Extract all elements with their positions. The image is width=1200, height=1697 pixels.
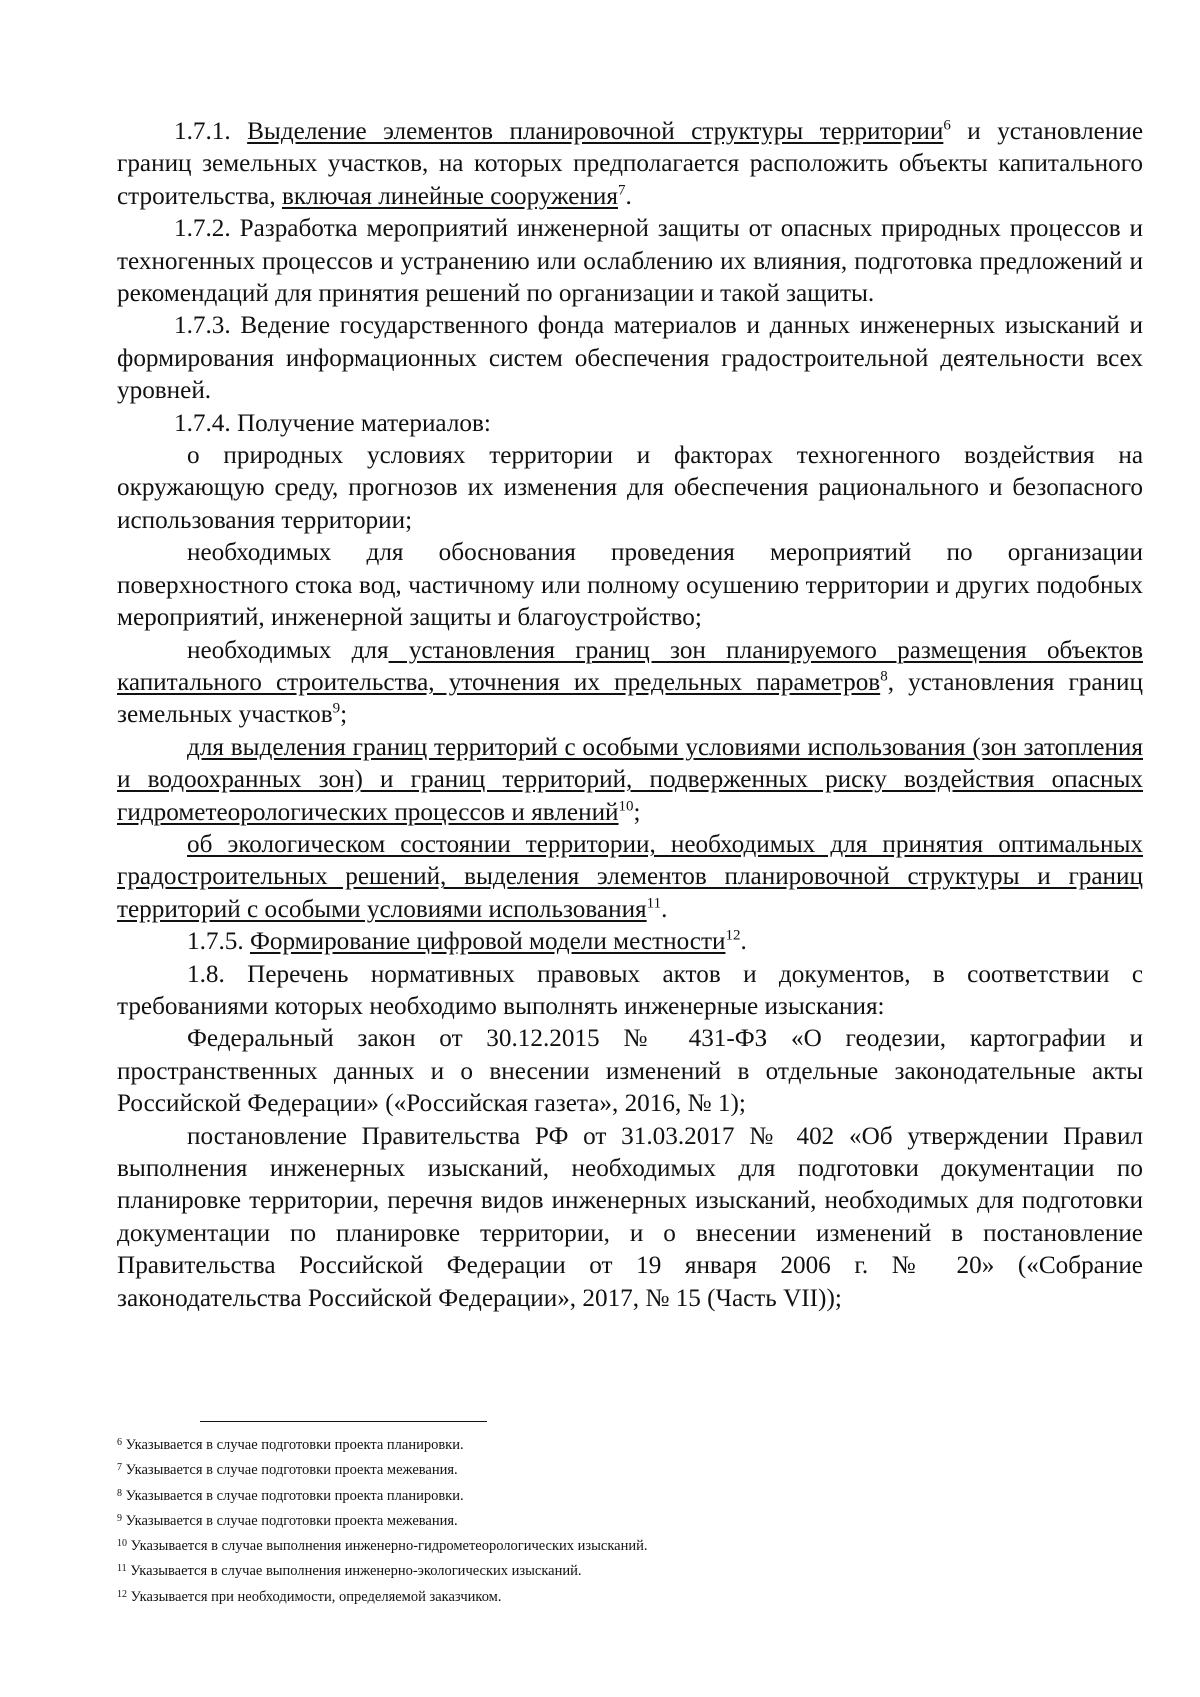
item-number: 1.7.5. (187, 928, 250, 956)
paragraph-1-7-5 (117, 926, 1143, 958)
punctuation: . (740, 928, 747, 956)
paragraph-1-7-1 (117, 116, 1143, 213)
paragraph-text: необходимых для (187, 636, 389, 664)
document-body (117, 116, 1143, 1315)
footnote-text: Указывается в случае выполнения инженерно-экологических изысканий. (126, 1563, 582, 1580)
footnote-8 (117, 1484, 1117, 1509)
footnote-number: 6 (117, 1437, 122, 1448)
footnotes (117, 1433, 1117, 1610)
footnote-ref-8[interactable]: 8 (880, 668, 888, 685)
footnote-ref-7[interactable]: 7 (617, 182, 626, 199)
underlined-text: Формирование цифровой модели местности (249, 928, 726, 956)
punctuation: . (625, 182, 632, 210)
underlined-text: включая линейные сооружения (281, 182, 618, 210)
footnote-separator (200, 1421, 487, 1422)
footnote-text: Указывается в случае подготовки проекта межевания. (122, 1512, 458, 1529)
footnote-text: Указывается в случае выполнения инженерно-гидрометеорологических изысканий. (127, 1538, 648, 1555)
underlined-text: установления границ зон планируемого размещения объектов капитального строительства, уточнения их предельных параметров (117, 636, 1143, 696)
list-item-special-conditions (117, 732, 1143, 829)
punctuation: . (661, 895, 668, 923)
footnote-text: Указывается в случае подготовки проекта планировки. (122, 1487, 464, 1504)
footnote-9 (117, 1509, 1117, 1534)
footnote-number: 12 (117, 1588, 127, 1600)
footnote-ref-6[interactable]: 6 (943, 117, 951, 134)
footnote-text: Указывается при необходимости, определяемой заказчиком. (127, 1588, 502, 1605)
punctuation: ; (340, 701, 348, 729)
footnote-6 (117, 1433, 1117, 1458)
paragraph-1-8: 1.8. Перечень нормативных правовых актов и документов, в соответствии с требованиями которых необходимо выполнять инженерные изыскания: (117, 960, 1143, 1020)
footnote-ref-9[interactable]: 9 (332, 700, 341, 717)
underlined-text: для выделения границ территорий с особыми условиями использования (зон затопления и водоохранных зон) и границ территорий, подверженных риску воздействия опасных гидрометеорологических процессов и явлений (117, 733, 1143, 826)
footnote-11 (117, 1559, 1117, 1584)
list-item-government-decree: постановление Правительства РФ от 31.03.2017 № 402 «Об утверждении Правил выполнения инженерных изысканий, необходимых для подготовки документации по планировке территории, перечня видов инженерных изысканий, необходимых для подготовки документации по планировке территории, и о внесении изменений в постановление Правительства Российской Федерации от 19 января 2006 г. № 20» («Собрание законодательства Российской Федерации», 2017, № 15 (Часть VII)); (117, 1122, 1143, 1312)
underlined-text: Выделение элементов планировочной структуры территории (247, 118, 944, 145)
footnote-number: 10 (117, 1538, 127, 1550)
footnote-number: 7 (117, 1462, 122, 1474)
footnote-number: 9 (117, 1512, 122, 1524)
list-item-natural-conditions: о природных условиях территории и факторах техногенного воздействия на окружающую среду, прогнозов их изменения для обеспечения рационального и безопасного использования территории; (117, 442, 1143, 534)
footnote-text: Указывается в случае подготовки проекта межевания. (122, 1462, 458, 1479)
footnote-text: Указывается в случае подготовки проекта планировки. (122, 1437, 464, 1453)
punctuation: ; (633, 798, 641, 826)
footnote-ref-12[interactable]: 12 (725, 927, 741, 944)
footnote-7 (117, 1458, 1117, 1483)
list-item-ecological-state (117, 829, 1143, 926)
paragraph-1-7-3: 1.7.3. Ведение государственного фонда материалов и данных инженерных изысканий и формирования информационных систем обеспечения градостроительной деятельности всех уровней. (117, 312, 1143, 405)
underlined-text: об экологическом состоянии территории, необходимых для принятия оптимальных градостроительных решений, выделения элементов планировочной структуры и границ территорий с особыми условиями использования (117, 830, 1143, 923)
footnote-ref-11[interactable]: 11 (646, 895, 662, 912)
footnote-number: 8 (117, 1487, 122, 1499)
paragraph-1-7-4: 1.7.4. Получение материалов: (174, 409, 491, 437)
paragraph-text: , установления границ земельных участков (117, 668, 1143, 729)
item-number: 1.7.1. (174, 118, 231, 145)
footnote-number: 11 (117, 1563, 127, 1575)
footnote-ref-10[interactable]: 10 (618, 798, 634, 815)
paragraph-1-7-2: 1.7.2. Разработка мероприятий инженерной защиты от опасных природных процессов и техногенных процессов и устранению или ослаблению их влияния, подготовка предложений и рекомендаций для принятия решений по организации и такой защиты. (117, 215, 1143, 308)
footnote-10 (117, 1534, 1117, 1559)
footnote-12 (117, 1585, 1117, 1610)
list-item-federal-law: Федеральный закон от 30.12.2015 № 431-ФЗ «О геодезии, картографии и пространственных данных и о внесении изменений в отдельные законодательные акты Российской Федерации» («Российская газета», 2016, № 1); (117, 1025, 1143, 1118)
paragraph-text: и установление границ земельных участков, на которых предполагается расположить объекты капитального строительства, (117, 118, 1143, 210)
list-item-surface-runoff: необходимых для обоснования проведения мероприятий по организации поверхностного стока вод, частичному или полному осушению территории и других подобных мероприятий, инженерной защиты и благоустройство; (117, 539, 1143, 632)
list-item-zone-boundaries (117, 635, 1143, 732)
